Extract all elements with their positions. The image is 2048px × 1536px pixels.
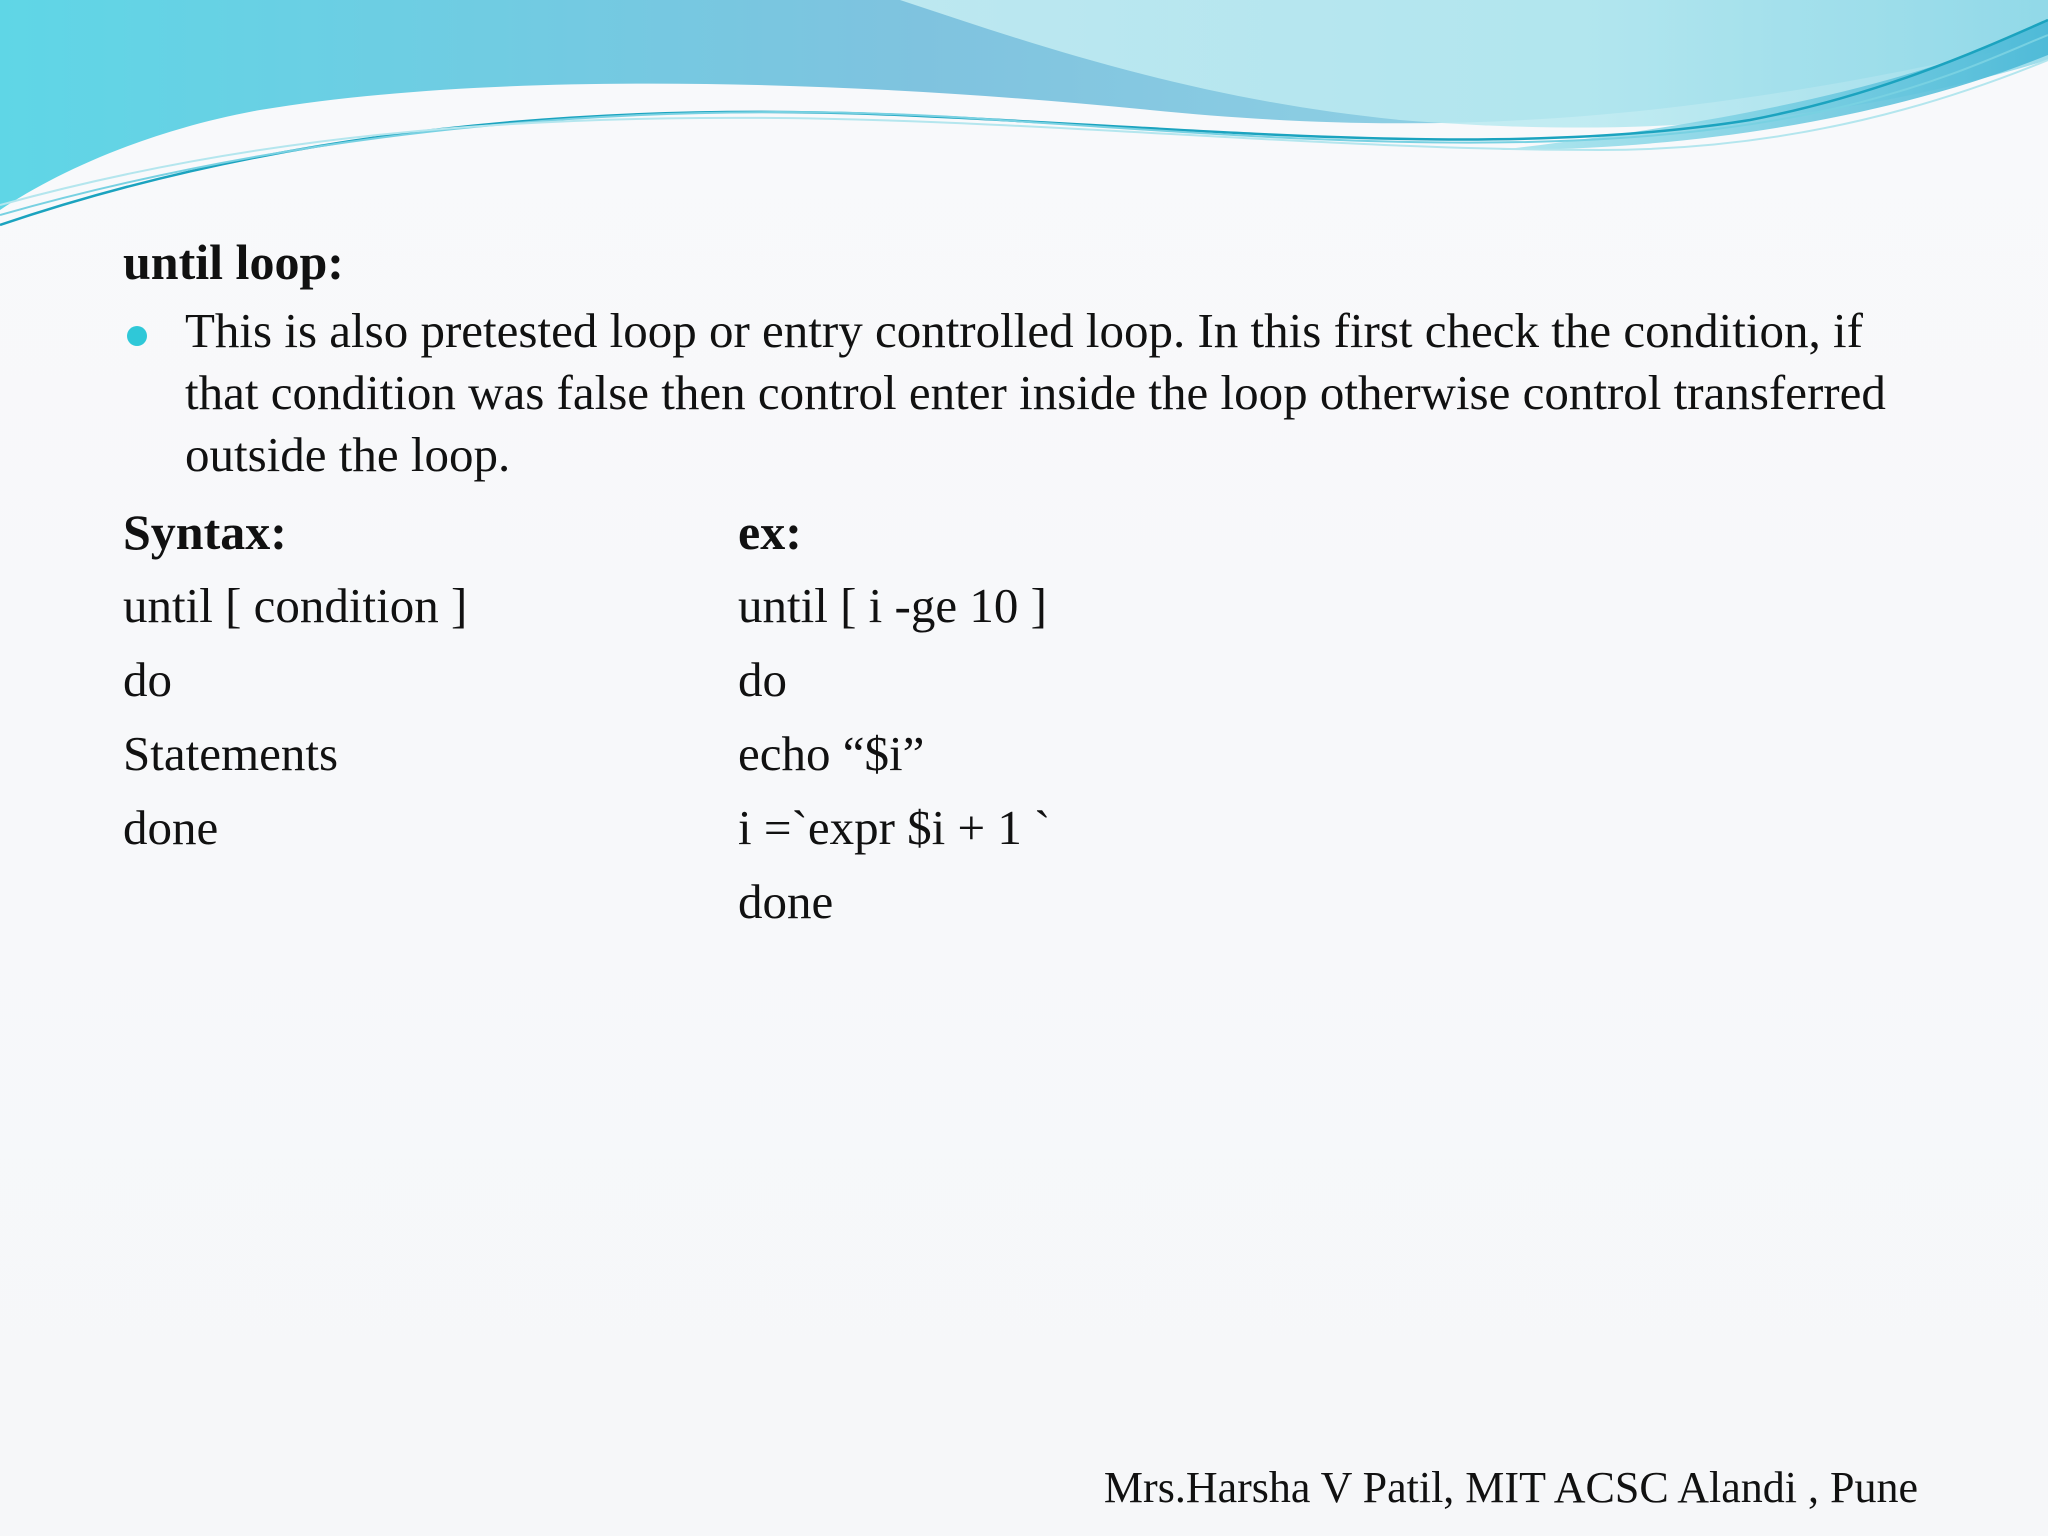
syntax-heading: Syntax: (123, 504, 287, 560)
syntax-line: done (123, 800, 219, 855)
example-line: until [ i -ge 10 ] (738, 578, 1047, 633)
slide-title: until loop: (123, 234, 344, 290)
example-line: done (738, 874, 834, 929)
syntax-line: do (123, 652, 172, 707)
slide-footer: Mrs.Harsha V Patil, MIT ACSC Alandi , Pune (1103, 1463, 1918, 1512)
syntax-line: Statements (123, 726, 339, 781)
header-wave-decoration (0, 0, 2048, 240)
syntax-line: until [ condition ] (123, 578, 468, 633)
example-line: i =`expr $i + 1 ` (738, 800, 1051, 855)
bullet-dot-icon (127, 326, 147, 346)
example-column (738, 502, 1050, 946)
example-line: do (738, 652, 787, 707)
example-line: echo “$i” (738, 726, 925, 781)
example-heading: ex: (738, 504, 802, 560)
syntax-column (123, 502, 467, 872)
bullet-text: This is also pretested loop or entry controlled loop. In this first check the condition, if that condition was false then control enter inside the loop otherwise control transferred outside the loop. (185, 303, 1886, 482)
